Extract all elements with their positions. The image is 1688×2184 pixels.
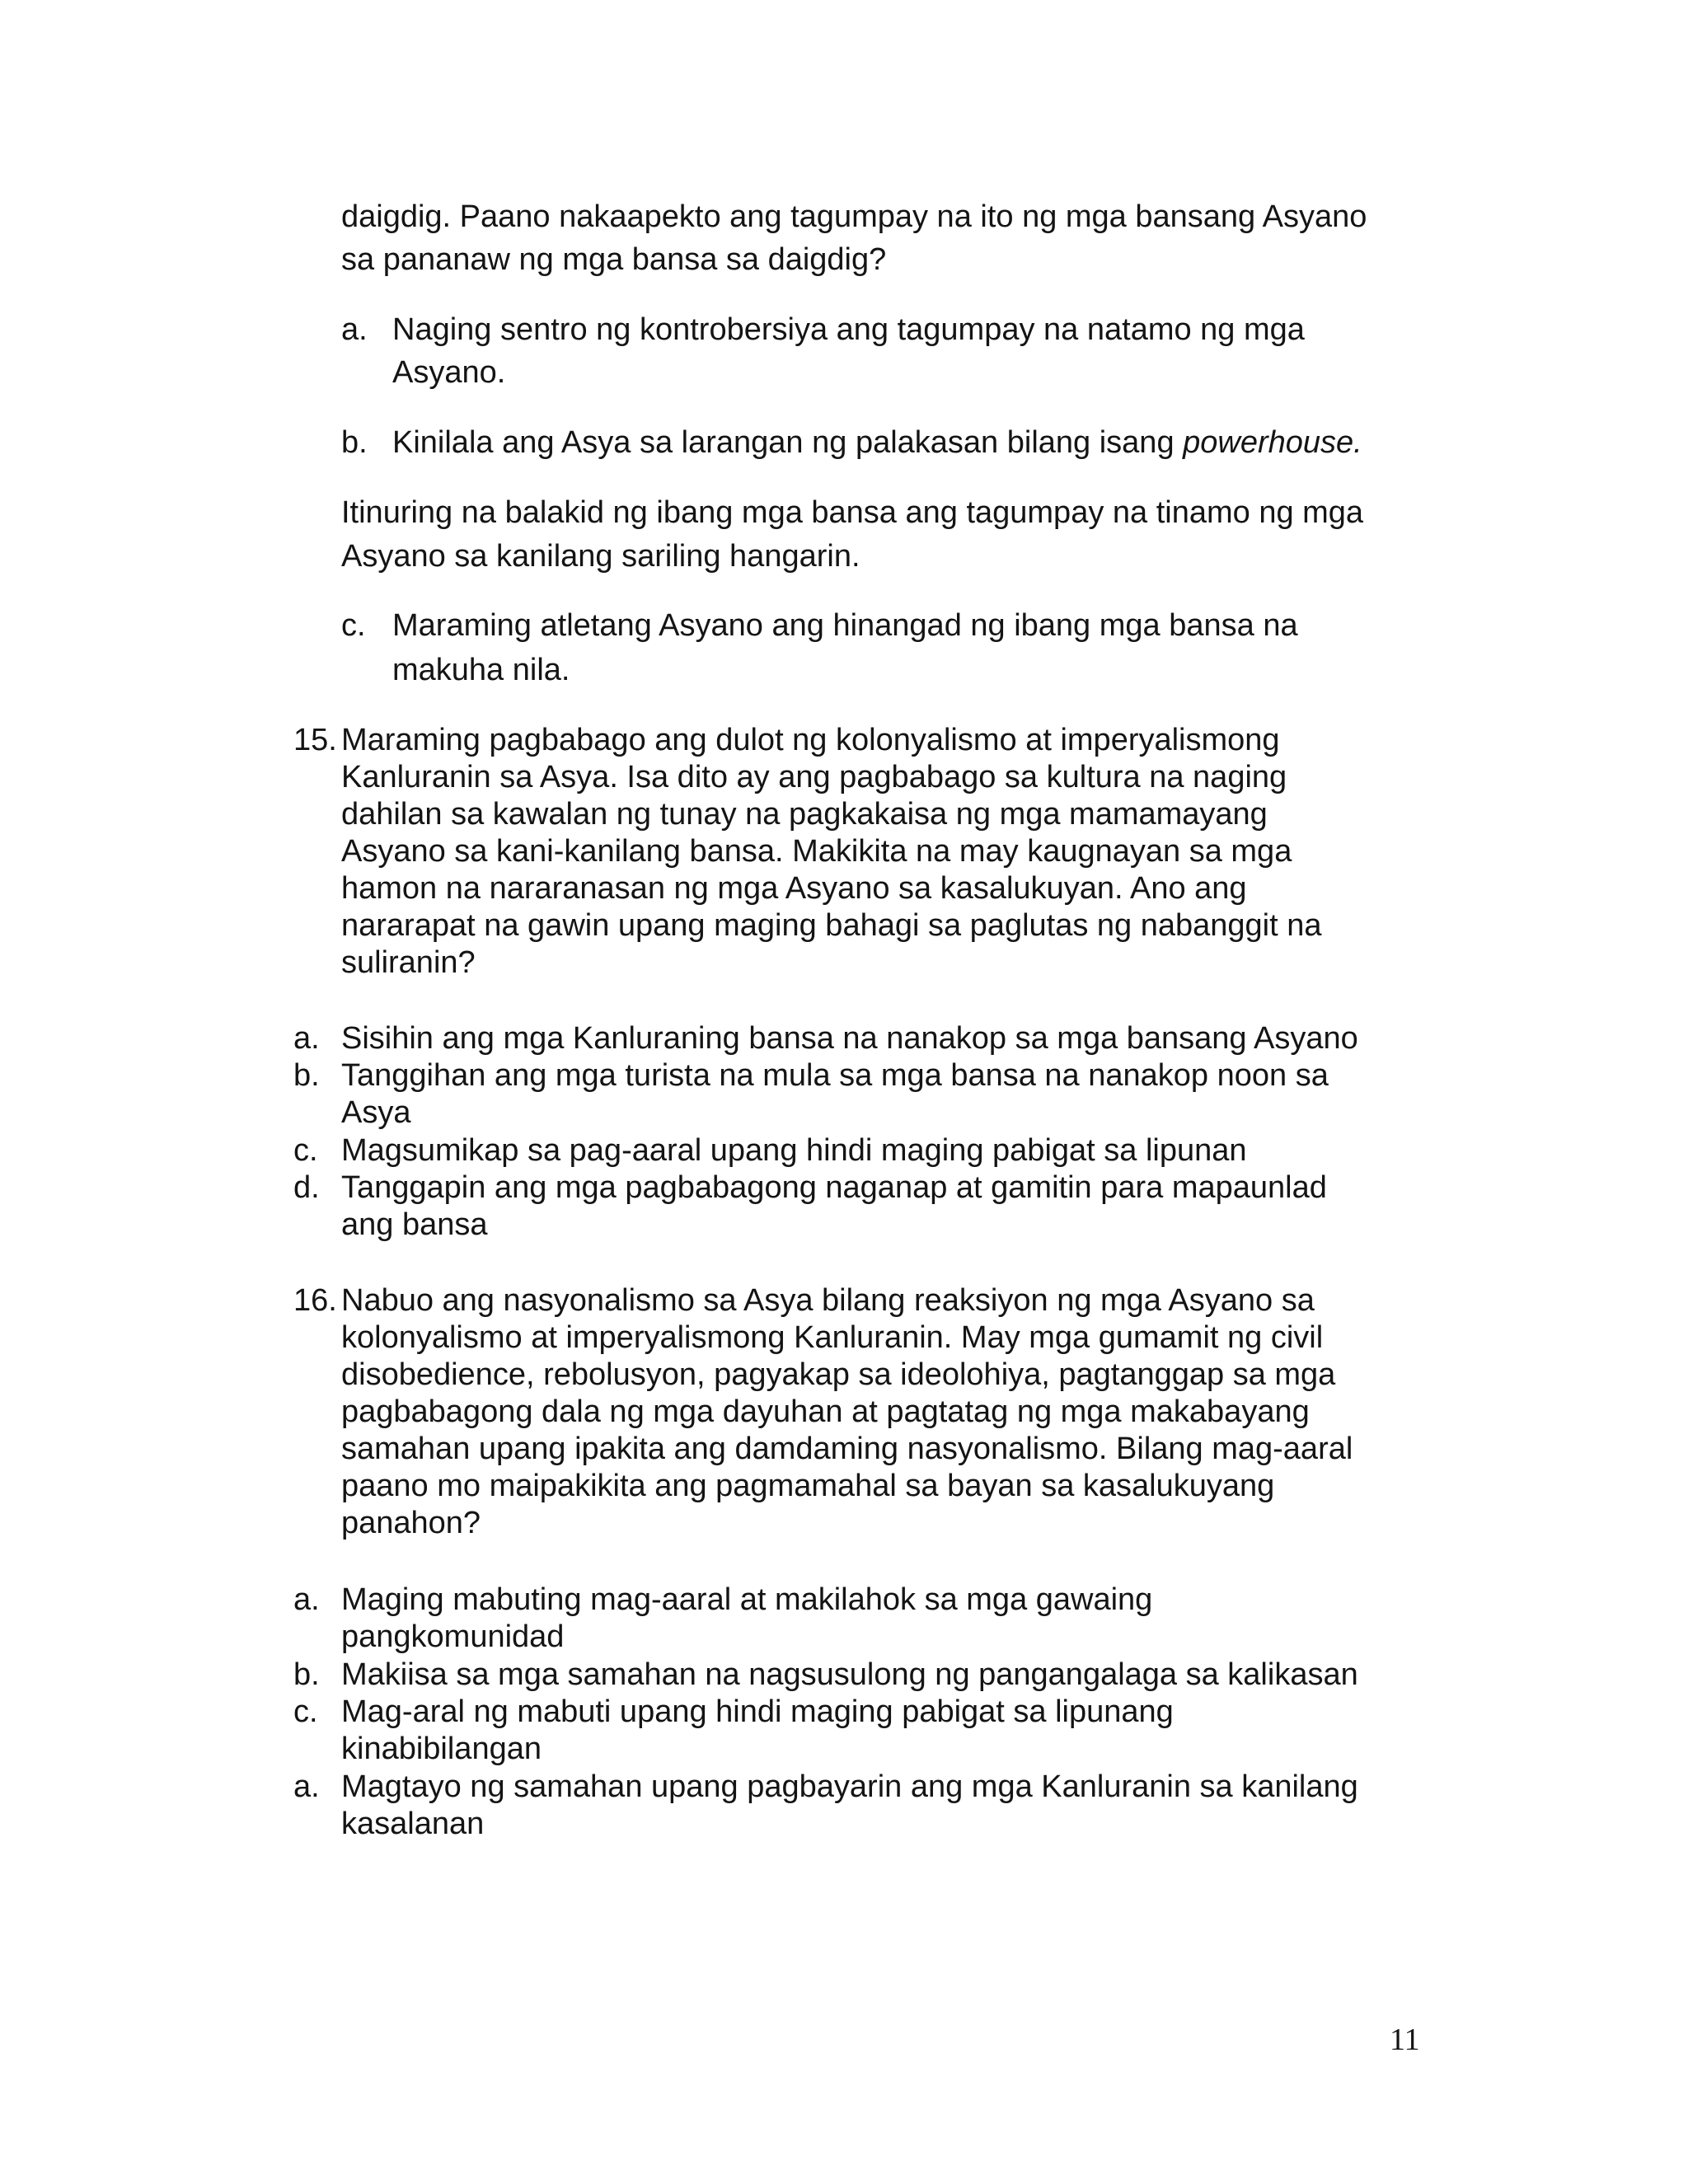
q16-option-4-line-2: kasalanan	[341, 1807, 485, 1841]
q16-line-3: disobedience, rebolusyon, pagyakap sa ideolohiya, pagtanggap sa mga	[341, 1357, 1336, 1392]
q15-line-4: Asyano sa kani-kanilang bansa. Makikita na may kaugnayan sa mga	[341, 834, 1292, 869]
q16-option-1-line-1: Maging mabuting mag-aaral at makilahok sa mga gawaing	[341, 1582, 1153, 1617]
q16-option-2-marker: b.	[293, 1657, 320, 1692]
q16-option-1-marker: a.	[293, 1582, 320, 1617]
q15-line-2: Kanluranin sa Asya. Isa dito ay ang pagbabago sa kultura na naging	[341, 760, 1287, 794]
q15-line-6: nararapat na gawin upang maging bahagi sa paglutas ng nabanggit na	[341, 908, 1322, 943]
q15-line-7: suliranin?	[341, 945, 476, 980]
intro-line-2: sa pananaw ng mga bansa sa daigdig?	[341, 242, 887, 277]
q16-line-1: Nabuo ang nasyonalismo sa Asya bilang reaksiyon ng mga Asyano sa	[341, 1283, 1315, 1318]
q15-option-b-line-2: Asya	[341, 1095, 411, 1130]
q14-option-b-italic: powerhouse.	[1183, 425, 1362, 460]
q15-option-d-line-2: ang bansa	[341, 1207, 488, 1242]
intro-line-1: daigdig. Paano nakaapekto ang tagumpay na ito ng mga bansang Asyano	[341, 199, 1367, 234]
q16-line-7: panahon?	[341, 1506, 481, 1540]
q14-unmarked-line-2: Asyano sa kanilang sariling hangarin.	[341, 539, 860, 574]
q14-option-a-marker: a.	[341, 312, 368, 347]
q15-option-c-line-1: Magsumikap sa pag-aaral upang hindi maging pabigat sa lipunan	[341, 1133, 1247, 1168]
q16-option-3-line-2: kinabibilangan	[341, 1732, 542, 1766]
q16-line-2: kolonyalismo at imperyalismong Kanluranin. May mga gumamit ng civil	[341, 1320, 1324, 1355]
page-number: 11	[1390, 2022, 1420, 2057]
q15-option-d-marker: d.	[293, 1170, 320, 1205]
q15-option-c-marker: c.	[293, 1133, 318, 1168]
q16-option-3-line-1: Mag-aral ng mabuti upang hindi maging pabigat sa lipunang	[341, 1694, 1174, 1729]
q15-number: 15.	[293, 723, 337, 757]
q16-line-5: samahan upang ipakita ang damdaming nasyonalismo. Bilang mag-aaral	[341, 1432, 1353, 1466]
q16-option-1-line-2: pangkomunidad	[341, 1619, 565, 1654]
q14-option-a-line-2: Asyano.	[392, 355, 506, 390]
q14-option-b-text	[392, 424, 1362, 462]
q15-line-3: dahilan sa kawalan ng tunay na pagkakaisa ng mga mamamayang	[341, 797, 1268, 832]
q14-unmarked-line-1: Itinuring na balakid ng ibang mga bansa ang tagumpay na tinamo ng mga	[341, 495, 1364, 530]
q15-option-b-line-1: Tanggihan ang mga turista na mula sa mga bansa na nanakop noon sa	[341, 1058, 1329, 1093]
q15-option-d-line-1: Tanggapin ang mga pagbabagong naganap at gamitin para mapaunlad	[341, 1170, 1327, 1205]
q14-option-c-marker: c.	[341, 608, 366, 643]
q15-line-5: hamon na nararanasan ng mga Asyano sa kasalukuyan. Ano ang	[341, 871, 1247, 906]
q16-number: 16.	[293, 1283, 337, 1318]
q16-option-4-marker: a.	[293, 1769, 320, 1804]
q16-option-2-line-1: Makiisa sa mga samahan na nagsusulong ng pangangalaga sa kalikasan	[341, 1657, 1358, 1692]
q15-line-1: Maraming pagbabago ang dulot ng kolonyalismo at imperyalismong	[341, 723, 1280, 757]
q14-option-a-line-1: Naging sentro ng kontrobersiya ang tagumpay na natamo ng mga	[392, 312, 1305, 347]
q16-option-3-marker: c.	[293, 1694, 318, 1729]
q14-option-c-line-1: Maraming atletang Asyano ang hinangad ng ibang mga bansa na	[392, 608, 1298, 643]
q14-option-c-line-2: makuha nila.	[392, 653, 570, 687]
q16-option-4-line-1: Magtayo ng samahan upang pagbayarin ang mga Kanluranin sa kanilang	[341, 1769, 1358, 1804]
q16-line-4: pagbabagong dala ng mga dayuhan at pagtatag ng mga makabayang	[341, 1394, 1310, 1429]
q14-option-b-marker: b.	[341, 425, 368, 460]
q15-option-b-marker: b.	[293, 1058, 320, 1093]
q15-option-a-line-1: Sisihin ang mga Kanluraning bansa na nanakop sa mga bansang Asyano	[341, 1021, 1358, 1056]
q15-option-a-marker: a.	[293, 1021, 320, 1056]
q14-option-b-plain: Kinilala ang Asya sa larangan ng palakasan bilang isang	[392, 425, 1184, 460]
q16-line-6: paano mo maipakikita ang pagmamahal sa bayan sa kasalukuyang	[341, 1469, 1275, 1503]
